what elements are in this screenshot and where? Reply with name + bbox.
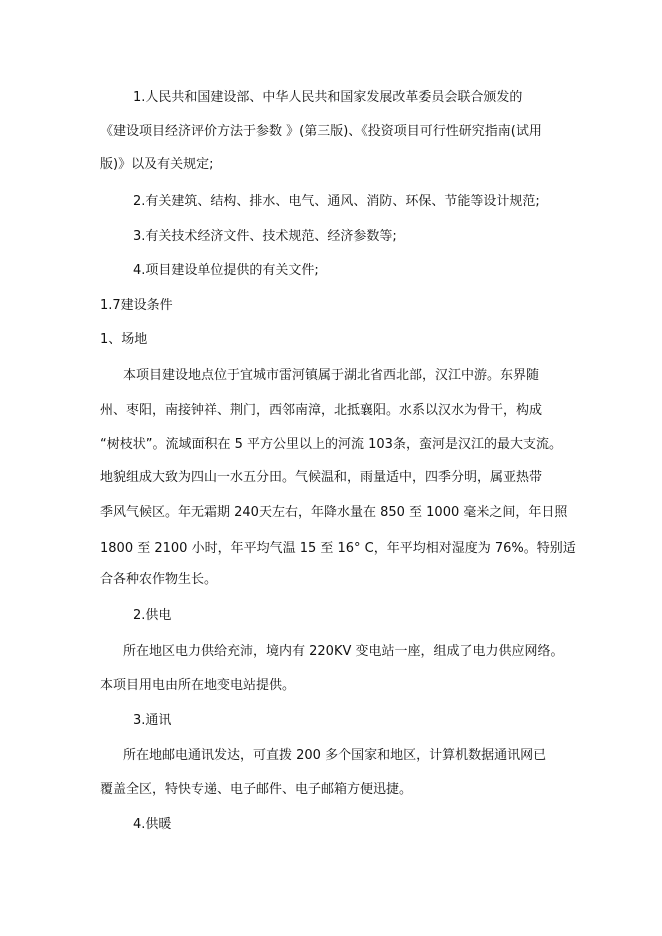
basis-item-2: 2.有关建筑、结构、排水、电气、通风、消防、环保、节能等设计规范; xyxy=(133,194,540,209)
telecom-paragraph-line-2: 覆盖全区，特快专递、电子邮件、电子邮箱方便迅捷。 xyxy=(100,782,413,797)
site-paragraph-line-3: “树枝状”。流域面积在 5 平方公里以上的河流 103条，蛮河是汉江的最大支流。 xyxy=(100,437,562,452)
power-paragraph-line-1: 所在地区电力供给充沛，境内有 220KV 变电站一座，组成了电力供应网络。 xyxy=(123,644,564,659)
power-paragraph-line-2: 本项目用电由所在地变电站提供。 xyxy=(100,678,296,693)
telecom-paragraph-line-1: 所在地邮电通讯发达，可直拨 200 多个国家和地区，计算机数据通讯网已 xyxy=(123,748,547,763)
site-paragraph-line-5: 季风气候区。年无霜期 240天左右，年降水量在 850 至 1000 毫米之间，年日照 xyxy=(100,505,568,520)
basis-item-4: 4.项目建设单位提供的有关文件; xyxy=(133,263,319,278)
subheading-telecom: 3.通讯 xyxy=(133,713,172,728)
section-heading-construction-conditions: 1.7建设条件 xyxy=(100,298,173,313)
basis-item-1-line-3: 版)》以及有关规定; xyxy=(100,157,214,172)
site-paragraph-line-6: 1800 至 2100 小时，年平均气温 15 至 16° C，年平均相对湿度为 76%。特别适 xyxy=(100,541,576,556)
basis-item-1-line-2: 《建设项目经济评价方法于参数 》(第三版)、《投资项目可行性研究指南(试用 xyxy=(100,124,542,139)
site-paragraph-line-2: 州、枣阳，南接钟祥、荆门，西邻南漳，北抵襄阳。水系以汉水为骨干，构成 xyxy=(100,403,543,418)
site-paragraph-line-7: 合各种农作物生长。 xyxy=(100,572,218,587)
subheading-power-supply: 2.供电 xyxy=(133,608,172,623)
basis-item-1-line-1: 1.人民共和国建设部、中华人民共和国家发展改革委员会联合颁发的 xyxy=(133,90,523,105)
site-paragraph-line-1: 本项目建设地点位于宜城市雷河镇属于湖北省西北部，汉江中游。东界随 xyxy=(123,368,540,383)
basis-item-3: 3.有关技术经济文件、技术规范、经济参数等; xyxy=(133,229,397,244)
subheading-site: 1、场地 xyxy=(100,332,148,347)
subheading-heating: 4.供暖 xyxy=(133,817,172,832)
site-paragraph-line-4: 地貌组成大致为四山一水五分田。气候温和，雨量适中，四季分明，属亚热带 xyxy=(100,470,543,485)
